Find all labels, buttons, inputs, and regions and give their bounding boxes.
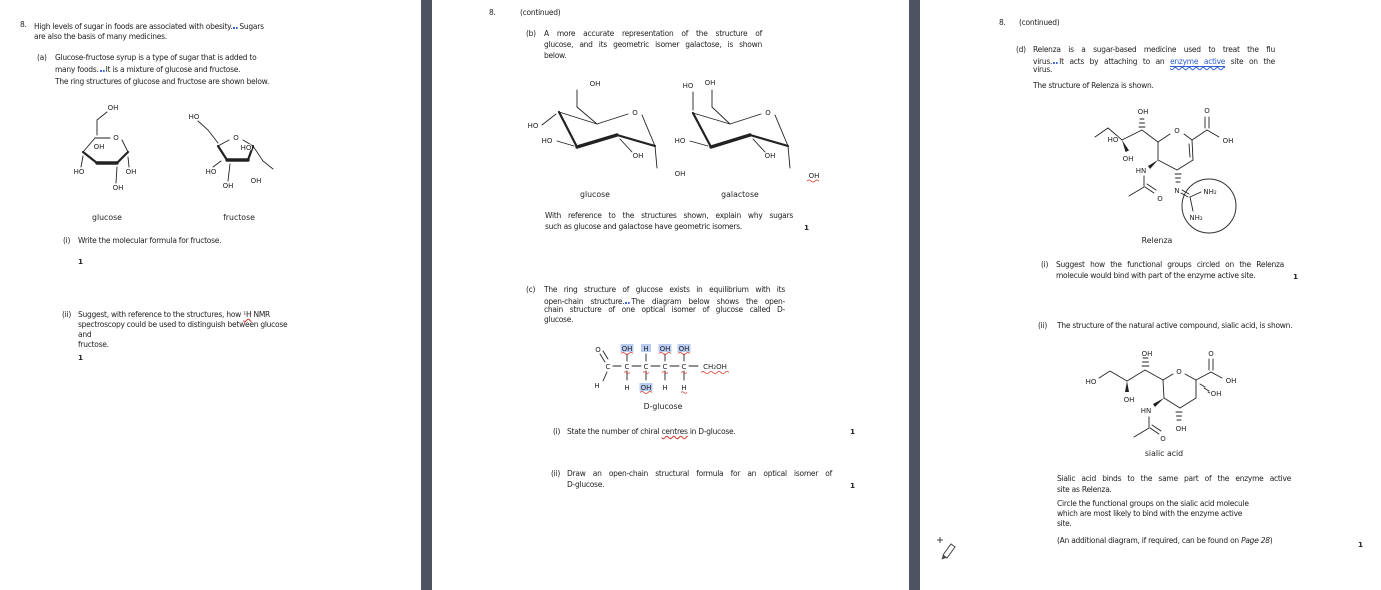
atom-label: HO: [1085, 378, 1097, 386]
atom-label: OH: [621, 345, 633, 353]
atom-label: OH: [112, 184, 124, 192]
part-a-i-text: Write the molecular formula for fructose.: [78, 236, 222, 245]
part-a-i-label: (i): [63, 236, 71, 245]
atom-label: HO: [73, 168, 85, 176]
atom-label: C: [643, 363, 649, 371]
sialic-binds-line-2: site as Relenza.: [1057, 485, 1112, 494]
atom-label: OH: [704, 79, 716, 87]
part-d-i-label: (i): [1041, 260, 1049, 269]
atom-label: C: [605, 363, 611, 371]
continued-label: (continued): [520, 8, 561, 17]
part-b-line-2: glucose, and its geometric isomer galactose, is shown: [544, 40, 762, 49]
figure-caption: glucose: [92, 213, 122, 222]
part-c-line-4: glucose.: [544, 315, 574, 324]
atom-label: OH: [1210, 390, 1222, 398]
part-a-line-1: Glucose-fructose syrup is a type of sugar that is added to: [55, 53, 257, 62]
atom-label: HO: [674, 137, 686, 145]
part-d-ii-text: The structure of the natural active compound, sialic acid, is shown.: [1057, 321, 1293, 330]
atom-label: OH: [1123, 396, 1135, 404]
part-c-i-label: (i): [553, 427, 561, 436]
atom-label: OH: [589, 80, 601, 88]
part-d-label: (d): [1016, 45, 1026, 54]
circle-instruction-line-1: Circle the functional groups on the sialic acid molecule: [1057, 499, 1249, 508]
part-a-line-3: The ring structures of glucose and fructose are shown below.: [55, 77, 269, 86]
atom-label: OH: [808, 172, 820, 180]
additional-diagram-note: (An additional diagram, if required, can be found on Page 28): [1057, 536, 1273, 545]
atom-label: HO: [240, 144, 252, 152]
atom-label: NH₂: [1189, 214, 1203, 222]
atom-label: O: [1157, 195, 1163, 203]
circle-instruction-line-3: site.: [1057, 519, 1072, 528]
part-a-label: (a): [37, 53, 47, 62]
atom-label: CH₂OH: [703, 363, 727, 371]
atom-label: HO: [1107, 136, 1119, 144]
sialic-binds-line-1: Sialic acid binds to the same part of the enzyme active: [1057, 474, 1291, 483]
sugar-ring-structures-figure: [0, 0, 421, 590]
figure-caption: Relenza: [1141, 236, 1173, 245]
atom-label: H: [662, 384, 668, 392]
part-c-ii-line-2: D-glucose.: [567, 480, 605, 489]
atom-label: O: [632, 109, 638, 117]
atom-label: OH: [1141, 350, 1153, 358]
question-intro-line-1: High levels of sugar in foods are associated with obesity. Sugars: [34, 22, 264, 31]
grammar-squiggle: [100, 63, 105, 72]
atom-label: OH: [659, 345, 671, 353]
atom-label: O: [1204, 107, 1210, 115]
atom-label: O: [1174, 127, 1180, 135]
part-d-i-line-1: Suggest how the functional groups circled on the Relenza: [1056, 260, 1284, 269]
question-intro-line-2: are also the basis of many medicines.: [34, 32, 167, 41]
page-middle: [432, 0, 909, 590]
atom-label: OH: [1225, 377, 1237, 385]
part-c-ii-line-1: Draw an open-chain structural formula for an optical isomer of: [567, 469, 832, 478]
atom-label: HO: [205, 168, 217, 176]
mark-value: 1: [804, 223, 809, 232]
atom-label: OH: [125, 168, 137, 176]
figure-caption: sialic acid: [1144, 449, 1184, 458]
mark-value: 1: [850, 481, 855, 490]
atom-label: OH: [632, 152, 644, 160]
figure-caption: D-glucose: [643, 402, 683, 411]
question-number: 8.: [999, 18, 1006, 27]
part-a-ii-line-2: spectroscopy could be used to distinguish between glucose: [78, 320, 288, 329]
atom-label: OH: [764, 152, 776, 160]
part-b-label: (b): [526, 29, 536, 38]
part-a-ii-line-3: and: [78, 330, 92, 339]
continued-label: (continued): [1019, 18, 1060, 27]
atom-label: N: [1174, 187, 1180, 195]
atom-label: O: [595, 346, 601, 354]
atom-label: HN: [1135, 167, 1147, 175]
atom-label: OH: [678, 345, 690, 353]
enzyme-active-link[interactable]: enzyme active: [1170, 57, 1226, 66]
page-left: [0, 0, 421, 590]
part-a-ii-label: (ii): [62, 310, 72, 319]
grammar-squiggle: [233, 20, 238, 29]
spellcheck-word: ¹H: [243, 310, 252, 319]
part-c-label: (c): [526, 285, 536, 294]
grammar-squiggle: [1053, 55, 1058, 64]
part-d-line-1: Relenza is a sugar-based medicine used to treat the flu: [1033, 45, 1275, 54]
atom-label: O: [1176, 368, 1182, 376]
spellcheck-word: centres: [661, 427, 688, 436]
part-a-ii-line-4: fructose.: [78, 340, 109, 349]
atom-label: O: [765, 109, 771, 117]
part-c-line-2: open-chain structure. The diagram below shows the open-: [544, 297, 785, 306]
page-right: [920, 0, 1381, 590]
figure-caption: galactose: [721, 190, 759, 199]
mark-value: 1: [1358, 540, 1363, 549]
atom-label: HO: [527, 122, 539, 130]
atom-label: OH: [1122, 155, 1134, 163]
atom-label: OH: [640, 384, 652, 392]
part-b-question-line-1: With reference to the structures shown, explain why sugars: [545, 211, 793, 220]
mark-value: 1: [78, 257, 83, 266]
atom-label: OH: [1222, 137, 1234, 145]
part-c-line-1: The ring structure of glucose exists in equilibrium with its: [544, 285, 785, 294]
part-d-ii-label: (ii): [1038, 321, 1048, 330]
part-a-ii-line-1: Suggest, with reference to the structures, how ¹H NMR: [78, 310, 271, 319]
part-a-line-2: many foods. It is a mixture of glucose and fructose.: [55, 65, 241, 74]
atom-label: O: [233, 134, 239, 142]
figure-caption: fructose: [223, 213, 255, 222]
part-d-line-2: virus. It acts by attaching to an enzyme active site on the: [1033, 57, 1276, 66]
atom-label: OH: [250, 177, 262, 185]
atom-label: HN: [1140, 407, 1152, 415]
grammar-squiggle: [625, 295, 630, 304]
atom-label: C: [681, 363, 687, 371]
page-reference: Page 28: [1241, 536, 1270, 545]
part-d-line-3: virus.: [1033, 65, 1053, 74]
mark-value: 1: [850, 427, 855, 436]
question-number: 8.: [20, 20, 27, 29]
atom-label: C: [624, 363, 630, 371]
circle-instruction-line-2: which are most likely to bind with the enzyme active: [1057, 509, 1243, 518]
pencil-cursor-icon: [937, 537, 955, 560]
atom-label: OH: [107, 104, 119, 112]
atom-label: OH: [674, 170, 686, 178]
atom-label: H: [594, 382, 600, 390]
atom-label: NH₂: [1203, 188, 1217, 196]
atom-label: O: [1208, 350, 1214, 358]
mark-value: 1: [78, 353, 83, 362]
atom-label: H: [681, 384, 687, 392]
question-number: 8.: [489, 8, 496, 17]
atom-label: H: [643, 345, 649, 353]
part-c-ii-label: (ii): [551, 469, 561, 478]
part-b-line-1: A more accurate representation of the structure of: [544, 29, 762, 38]
atom-label: OH: [93, 143, 105, 151]
mark-value: 1: [1293, 272, 1298, 281]
atom-label: HO: [541, 137, 553, 145]
part-d-line-4: The structure of Relenza is shown.: [1033, 81, 1154, 90]
atom-label: OH: [1137, 108, 1149, 116]
part-c-i-text: State the number of chiral centres in D-glucose.: [567, 427, 736, 436]
atom-label: O: [1160, 435, 1166, 443]
part-b-line-3: below.: [544, 51, 567, 60]
atom-label: O: [113, 134, 119, 142]
part-b-question-line-2: such as glucose and galactose have geometric isomers.: [545, 222, 743, 231]
figure-caption: glucose: [580, 190, 610, 199]
atom-label: HO: [188, 113, 200, 121]
atom-label: OH: [1175, 425, 1187, 433]
atom-label: HO: [682, 82, 694, 90]
atom-label: C: [662, 363, 668, 371]
atom-label: OH: [222, 182, 234, 190]
atom-label: H: [624, 384, 630, 392]
part-c-line-3: chain structure of one optical isomer of glucose called D-: [544, 305, 785, 314]
part-d-i-line-2: molecule would bind with part of the enzyme active site.: [1056, 271, 1256, 280]
